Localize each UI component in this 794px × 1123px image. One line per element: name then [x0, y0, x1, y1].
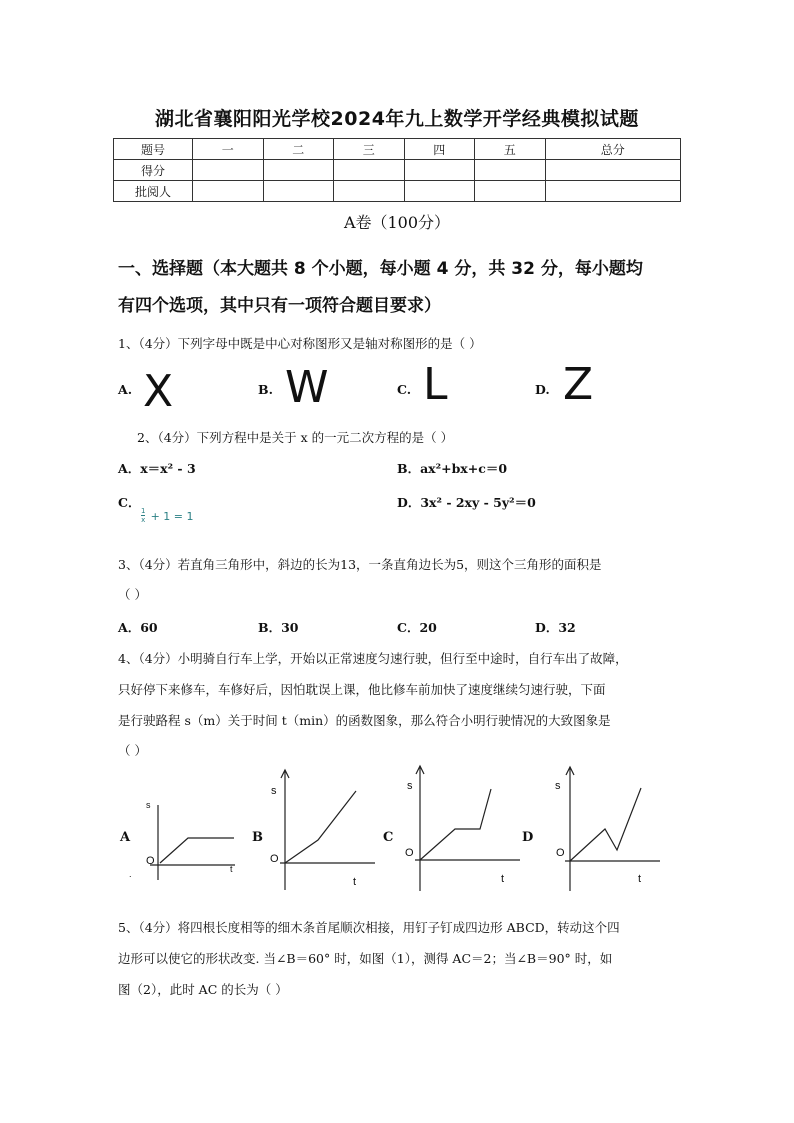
q4-line1: 4、（4分）小明骑自行车上学，开始以正常速度匀速行驶，但行至中途时，自行车出了故障，: [118, 651, 628, 666]
graph-b-y-label: s: [271, 785, 277, 797]
score-table-header-cell: 三: [334, 139, 405, 160]
fraction-rest: + 1 = 1: [150, 510, 194, 523]
graph-c-x-label: t: [501, 873, 505, 885]
graph-c-label: C: [383, 830, 394, 845]
q2-option-b: B．ax²+bx+c＝0: [397, 461, 508, 476]
score-table-header-cell: 总分: [545, 139, 681, 160]
graph-b-curve: [285, 791, 356, 863]
graph-b-x-label: t: [353, 876, 357, 888]
graph-d-plot: [565, 767, 665, 894]
score-table-header-cell: 题号: [114, 139, 193, 160]
graph-c-origin: O: [405, 847, 414, 859]
graph-a-x-label: t: [230, 864, 233, 874]
q3-option-a: A．60: [118, 620, 158, 635]
grader-cell[interactable]: [193, 181, 264, 202]
q3-option-d: D．32: [535, 620, 576, 635]
fraction-denominator: x: [141, 516, 146, 524]
score-table-header-row: [114, 139, 681, 160]
graph-b-plot: [280, 770, 380, 895]
score-cell[interactable]: [545, 160, 681, 181]
graph-d-y-label: s: [555, 780, 561, 792]
graph-d-x-label: t: [638, 873, 642, 885]
q2-option-a: A．x＝x² - 3: [118, 461, 196, 476]
score-row-label: 得分: [114, 160, 193, 181]
grader-cell[interactable]: [545, 181, 681, 202]
q2-stem: 2、（4分）下列方程中是关于 x 的一元二次方程的是（ ）: [137, 430, 454, 445]
q1-stem: 1、（4分）下列字母中既是中心对称图形又是轴对称图形的是（ ）: [118, 336, 482, 351]
score-table-header-cell: 一: [193, 139, 264, 160]
q3-option-b: B．30: [258, 620, 299, 635]
q1-option-letter: W: [285, 362, 329, 413]
q5-line1: 5、（4分）将四根长度相等的细木条首尾顺次相接，用钉子钉成四边形 ABCD，转动这个四: [118, 920, 620, 935]
grader-cell[interactable]: [475, 181, 546, 202]
q5-line3: 图（2），此时 AC 的长为（ ）: [118, 982, 288, 997]
graph-d-curve: [570, 788, 641, 861]
graph-a-plot: [150, 805, 250, 885]
q1-option-label: A.: [118, 382, 133, 397]
grader-cell[interactable]: [404, 181, 475, 202]
grader-row-label: 批阅人: [114, 181, 193, 202]
section-heading-line2: 有四个选项，其中只有一项符合题目要求）: [118, 296, 441, 316]
graph-c-plot: [415, 766, 530, 894]
score-table-header-cell: 四: [404, 139, 475, 160]
score-cell[interactable]: [334, 160, 405, 181]
graph-b-label: B: [252, 830, 263, 845]
score-table-header-cell: 五: [475, 139, 546, 160]
graph-a-y-label: s: [146, 800, 151, 810]
score-cell[interactable]: [475, 160, 546, 181]
grader-cell[interactable]: [263, 181, 334, 202]
fraction-numerator: 1: [141, 507, 146, 515]
score-cell[interactable]: [193, 160, 264, 181]
score-cell[interactable]: [263, 160, 334, 181]
graph-a-curve: [160, 838, 234, 863]
q2-option-c-formula: [141, 505, 193, 524]
score-cell[interactable]: [404, 160, 475, 181]
q2-option-c: C．: [118, 495, 141, 510]
q3-option-c: C．20: [397, 620, 437, 635]
q1-option-letter: Z: [563, 359, 594, 410]
q1-option-letter: X: [143, 366, 174, 417]
graph-c-y-label: s: [407, 780, 413, 792]
graph-d-label: D: [522, 830, 534, 845]
graph-a-origin: O: [146, 855, 155, 867]
grader-cell[interactable]: [334, 181, 405, 202]
q2-option-d: D．3x² - 2xy - 5y²＝0: [397, 495, 536, 510]
graph-a-label: A: [120, 830, 131, 845]
exam-title: 湖北省襄阳阳光学校2024年九上数学开学经典模拟试题: [155, 108, 639, 130]
q1-option-label: B.: [258, 382, 273, 397]
graph-b-origin: O: [270, 853, 279, 865]
graph-a-dot: .: [129, 869, 132, 879]
q1-option-label: D.: [535, 382, 550, 397]
section-heading-line1: 一、选择题（本大题共 8 个小题，每小题 4 分，共 32 分，每小题均: [118, 259, 643, 279]
q1-option-label: C.: [397, 382, 412, 397]
q3-paren: （ ）: [118, 587, 147, 602]
q4-line3: 是行驶路程 s（m）关于时间 t（min）的函数图象，那么符合小明行驶情况的大致图象是: [118, 713, 611, 728]
q4-line2: 只好停下来修车，车修好后，因怕耽误上课，他比修车前加快了速度继续匀速行驶，下面: [118, 682, 606, 697]
q4-paren: （ ）: [118, 743, 147, 758]
score-table-header-cell: 二: [263, 139, 334, 160]
grader-row: [114, 181, 681, 202]
q1-option-letter: L: [423, 359, 448, 410]
score-row: [114, 160, 681, 181]
graph-c-curve: [420, 789, 491, 860]
graph-d-origin: O: [556, 847, 565, 859]
q3-stem: 3、（4分）若直角三角形中，斜边的长为13，一条直角边长为5，则这个三角形的面积是: [118, 557, 602, 572]
score-table: [113, 138, 681, 202]
q5-line2: 边形可以使它的形状改变. 当∠B＝60° 时，如图（1），测得 AC＝2；当∠B＝90° 时，如: [118, 951, 613, 966]
volume-heading: A卷（100分）: [343, 213, 451, 232]
